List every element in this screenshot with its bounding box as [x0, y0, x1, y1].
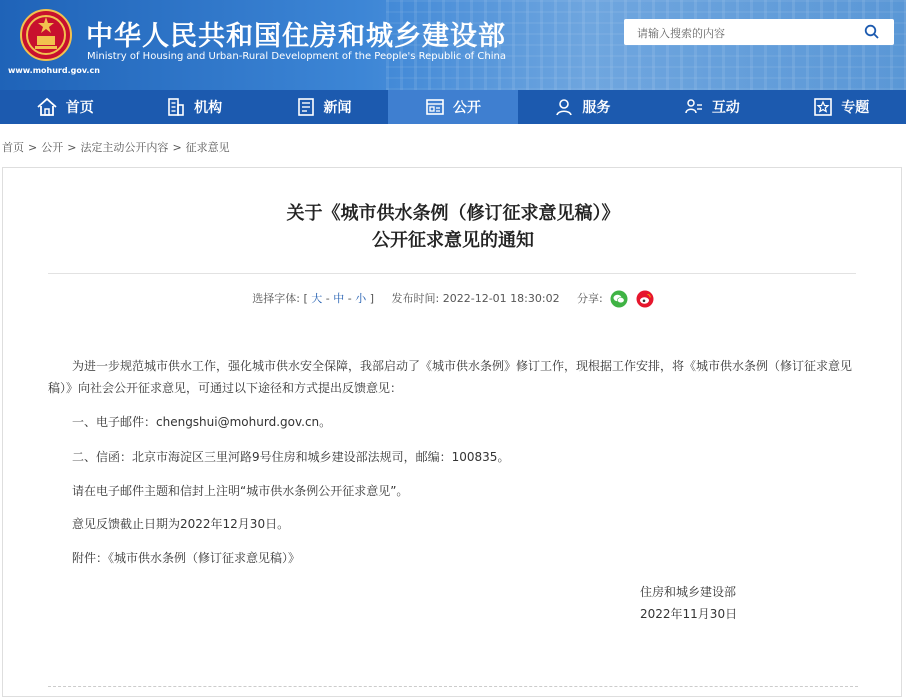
font-size-selector	[252, 292, 377, 305]
paragraph-intro: 为进一步规范城市供水工作，强化城市供水安全保障，我部启动了《城市供水条例》修订工作，现根据工作安排，将《城市供水条例（修订征求意见稿）》向社会公开征求意见，可通过以下途径和方式提出反馈意见：	[48, 359, 853, 395]
nav-item-topic[interactable]	[777, 90, 906, 124]
breadcrumb-separator: >	[67, 141, 77, 154]
main-nav	[0, 90, 906, 124]
search-input[interactable]: 请输入搜索的内容	[637, 27, 725, 40]
nav-item-interact[interactable]	[647, 90, 776, 124]
nav-label: 新闻	[323, 100, 352, 116]
paragraph-letter: 二、信函：北京市海淀区三里河路9号住房和城乡建设部法规司，邮编：100835。	[72, 450, 510, 464]
weibo-icon[interactable]	[636, 290, 654, 308]
nav-item-service[interactable]	[518, 90, 647, 124]
paragraph-deadline: 意见反馈截止日期为2022年12月30日。	[72, 517, 290, 531]
breadcrumb-consultation[interactable]: 征求意见	[185, 141, 230, 154]
nav-label: 互动	[711, 100, 740, 116]
nav-item-news[interactable]	[259, 90, 388, 124]
nav-label: 服务	[582, 100, 611, 116]
paragraph-email: 一、电子邮件：chengshui@mohurd.gov.cn。	[72, 415, 332, 429]
paragraph-note: 请在电子邮件主题和信封上注明“城市供水条例公开征求意见”。	[72, 484, 409, 498]
signature-date: 2022年11月30日	[640, 607, 738, 621]
nav-item-open[interactable]	[388, 90, 517, 124]
nav-item-org[interactable]	[129, 90, 258, 124]
interact-icon	[684, 97, 704, 117]
breadcrumb-open[interactable]: 公开	[41, 141, 64, 154]
font-dash: -	[347, 292, 352, 305]
font-bracket: ]	[369, 292, 375, 305]
font-bracket: [	[303, 292, 308, 305]
national-emblem-icon[interactable]	[20, 9, 72, 61]
breadcrumb-home[interactable]: 首页	[2, 141, 24, 154]
wechat-icon[interactable]	[610, 290, 628, 308]
article-title	[0, 200, 906, 254]
nav-item-home[interactable]	[0, 90, 129, 124]
home-icon	[36, 97, 58, 117]
site-subtitle: Ministry of Housing and Urban-Rural Development of the People's Republic of China	[87, 51, 506, 62]
article-title-line2: 公开征求意见的通知	[372, 230, 534, 251]
site-url: www.mohurd.gov.cn	[8, 66, 100, 75]
service-icon	[554, 97, 574, 117]
share-label: 分享:	[577, 292, 603, 305]
font-large-link[interactable]: 大	[311, 292, 323, 305]
font-small-link[interactable]: 小	[355, 292, 367, 305]
breadcrumb-separator: >	[28, 141, 38, 154]
signature-org: 住房和城乡建设部	[640, 585, 737, 599]
paragraph-attachment[interactable]: 附件：《城市供水条例（修订征求意见稿）》	[72, 551, 301, 565]
publish-time: 2022-12-01 18:30:02	[442, 292, 560, 305]
search-box[interactable]	[624, 19, 894, 45]
title-divider	[48, 273, 856, 274]
open-doc-icon	[425, 97, 445, 117]
breadcrumb-separator: >	[172, 141, 182, 154]
search-icon	[864, 24, 880, 40]
search-button[interactable]	[850, 19, 894, 45]
article-meta	[0, 290, 906, 308]
nav-label: 专题	[841, 100, 870, 116]
topic-star-icon	[813, 97, 833, 117]
breadcrumb	[2, 139, 230, 155]
font-size-label: 选择字体:	[252, 292, 300, 305]
article-title-line1: 关于《城市供水条例（修订征求意见稿）》	[286, 203, 620, 224]
building-icon	[166, 97, 186, 117]
breadcrumb-statutory[interactable]: 法定主动公开内容	[80, 141, 169, 154]
nav-label: 机构	[194, 100, 223, 116]
site-title[interactable]: 中华人民共和国住房和城乡建设部	[86, 21, 506, 52]
font-dash: -	[325, 292, 330, 305]
nav-label: 首页	[65, 100, 94, 116]
nav-label: 公开	[452, 100, 481, 116]
font-medium-link[interactable]: 中	[333, 292, 345, 305]
news-icon	[296, 97, 316, 117]
site-header	[0, 0, 906, 90]
bottom-divider	[48, 686, 858, 687]
publish-time-label: 发布时间:	[391, 292, 440, 305]
